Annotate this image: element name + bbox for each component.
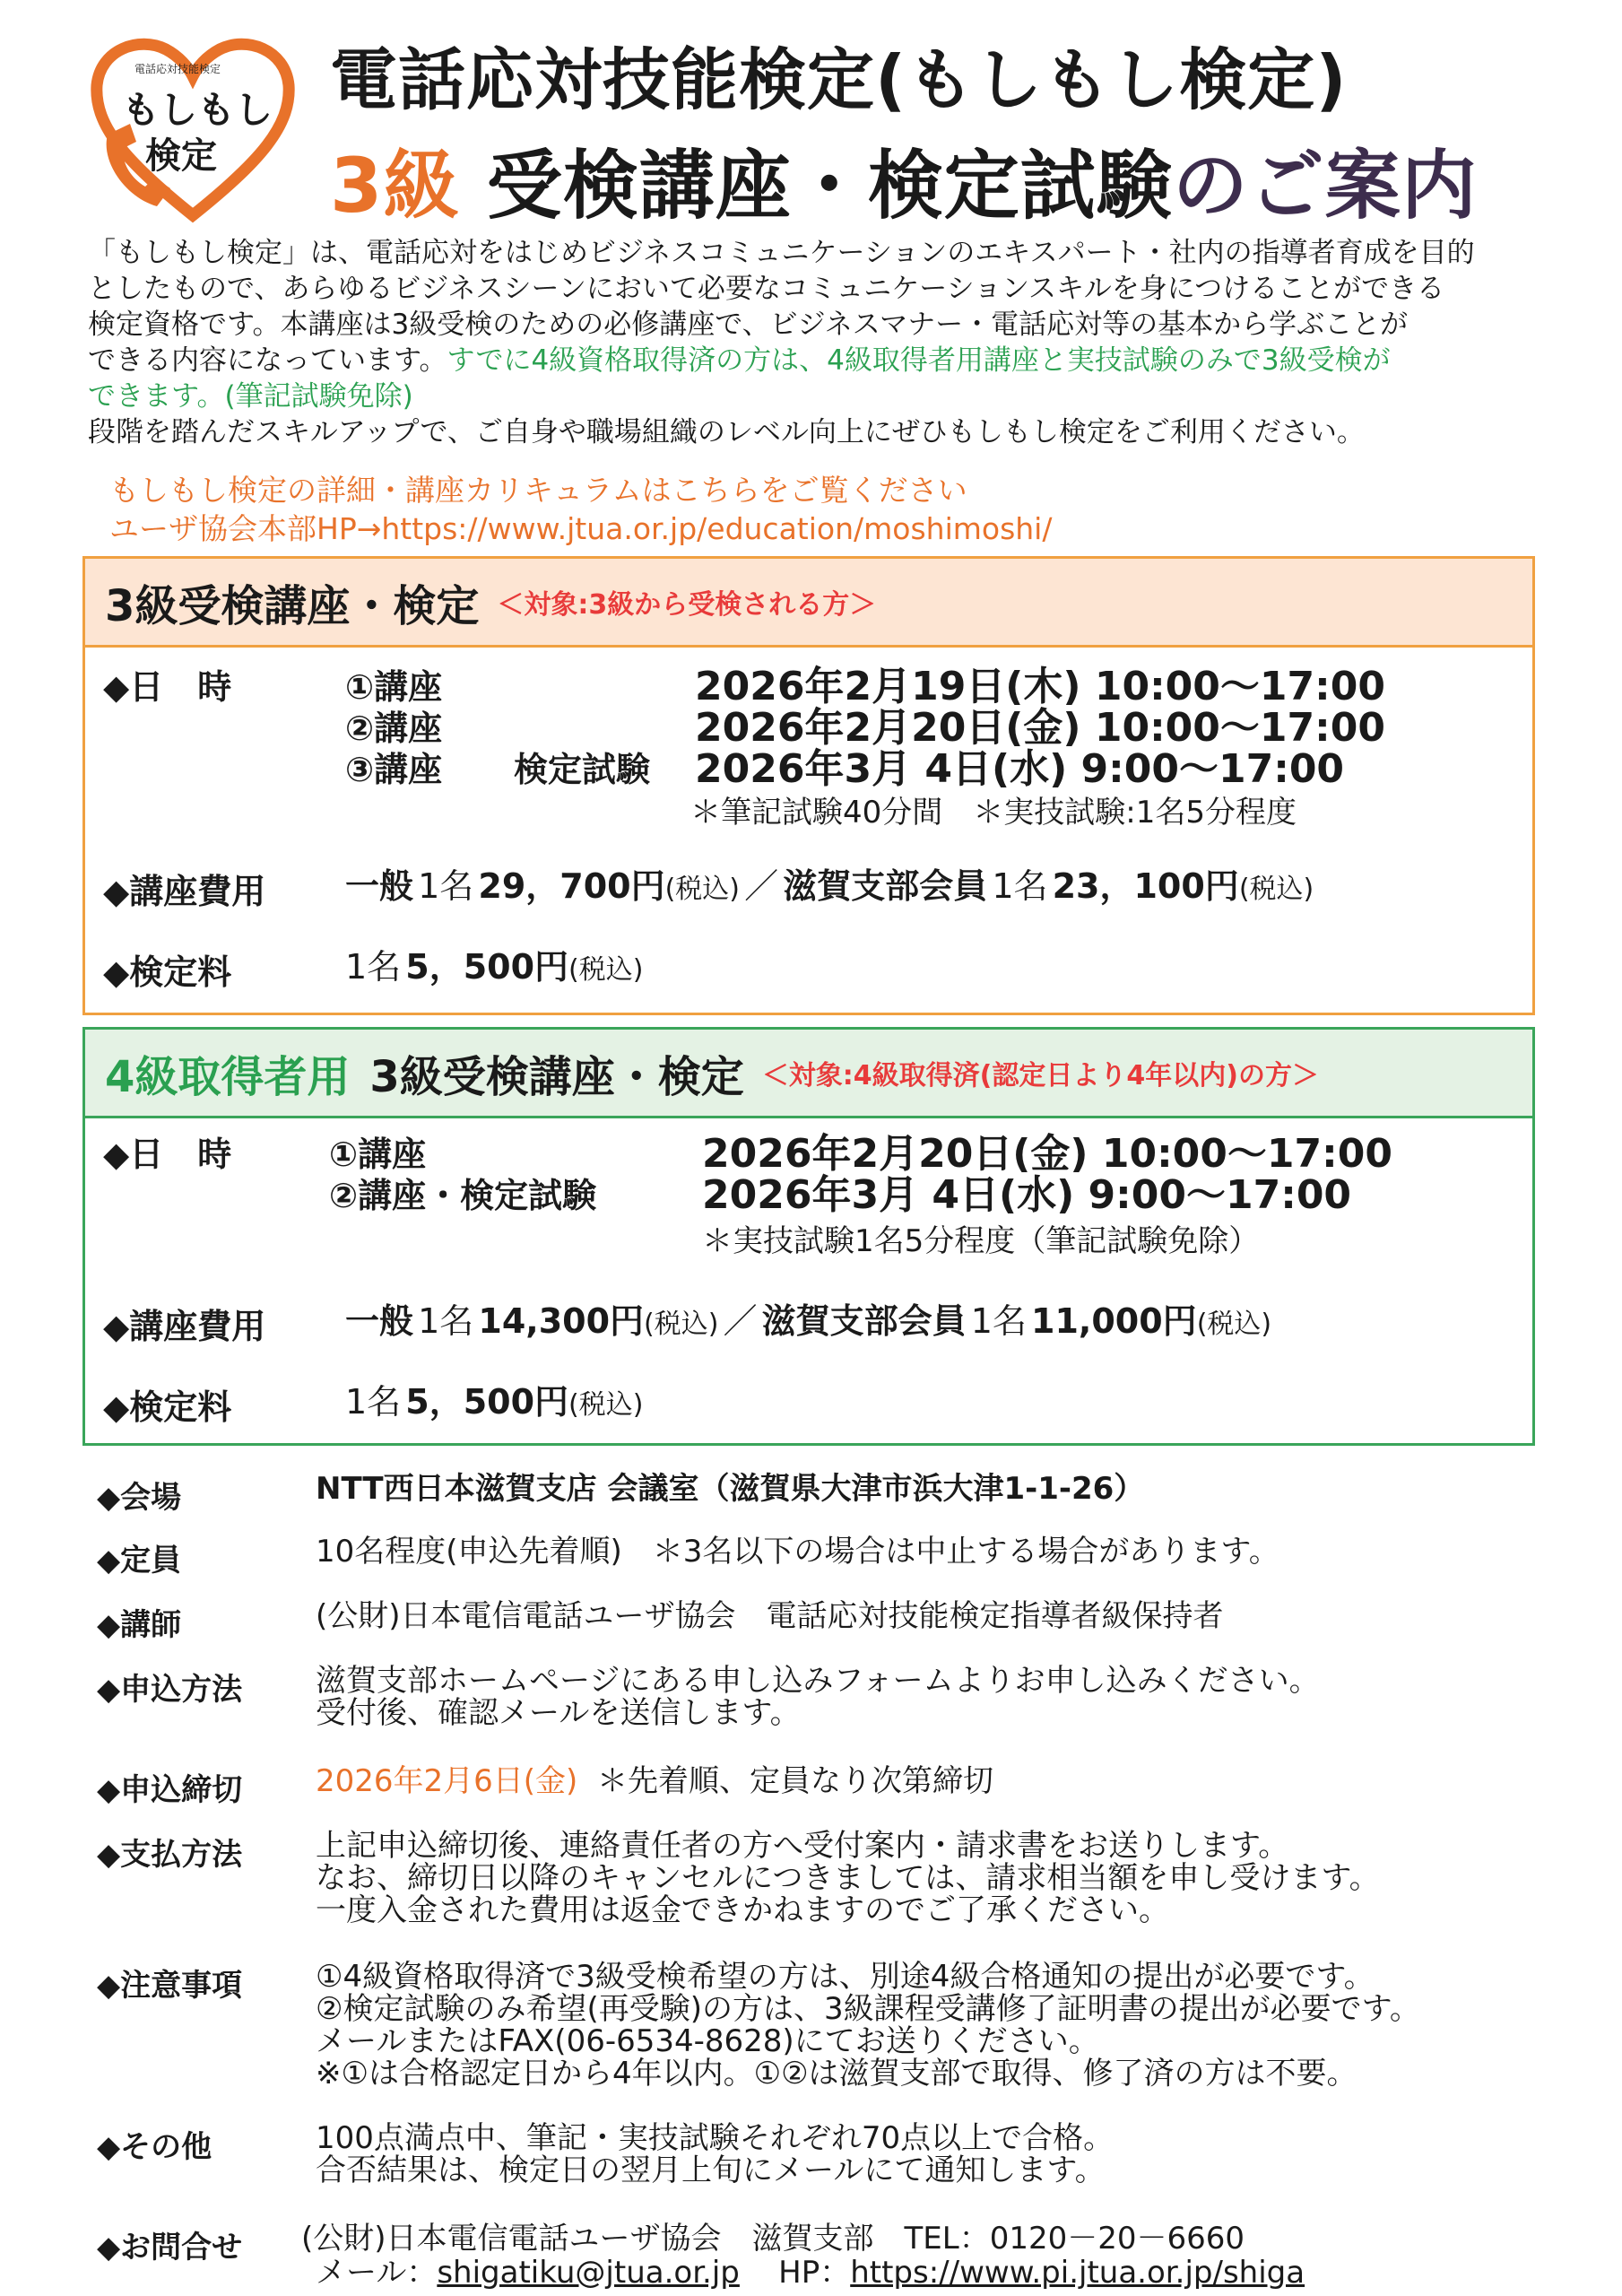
payment-line: なお、締切日以降のキャンセルにつきましては、請求相当額を申し受けます。 <box>316 1860 1380 1896</box>
exam-fee-row <box>103 1379 231 1429</box>
fee-label: ◆講座費用 <box>103 872 266 911</box>
exam-fee-amount: 5，500円 <box>405 1382 569 1422</box>
title-end: のご案内 <box>1172 142 1478 230</box>
contact-hp-link[interactable]: https://www.pi.jtua.or.jp/shiga <box>850 2255 1305 2291</box>
exam-fee-label: ◆検定料 <box>103 952 232 992</box>
intro-line: 段階を踏んだスキルアップで、ご自身や職場組織のレベル向上にぜひもしもし検定をご利用ください。 <box>88 416 1365 448</box>
fee-member-label: 滋賀支部会員 <box>761 1301 967 1341</box>
fee-member-label: 滋賀支部会員 <box>783 866 988 906</box>
page-title-line2 <box>330 126 1478 234</box>
title-level: 3級 <box>330 142 460 230</box>
exam-fee-values <box>345 1374 643 1423</box>
fee-label: ◆講座費用 <box>103 1307 266 1346</box>
exam-fee-amount: 5，500円 <box>405 947 569 987</box>
title-middle: 受検講座・検定試験 <box>486 142 1173 230</box>
level4-holder-course-title: 3級受検講座・検定 <box>369 1051 744 1102</box>
level3-course-title: 3級受検講座・検定 <box>105 580 480 631</box>
deadline-value <box>316 1765 993 1797</box>
intro-line <box>88 343 1558 378</box>
exam-fee-label: ◆検定料 <box>103 1387 232 1427</box>
moshimoshi-logo <box>90 27 296 233</box>
logo-line1: もしもし <box>122 88 273 132</box>
instructor-value: (公財)日本電信電話ユーザ協会 電話応対技能検定指導者級保持者 <box>316 1598 1224 1634</box>
details-links <box>109 471 1052 548</box>
fee-member-amount: 23，100円 <box>1052 866 1239 906</box>
level3-course-header <box>85 559 1532 648</box>
session-name: ②講座・検定試験 <box>329 1176 597 1215</box>
level3-course-target: ＜対象:3級から受検される方＞ <box>497 589 877 621</box>
deadline-date: 2026年2月6日(金) <box>316 1763 578 1799</box>
intro-line: 「もしもし検定」は、電話応対をはじめビジネスコミュニケーションのエキスパート・社内の指導者育成を目的 <box>88 237 1475 269</box>
fee-general-count: 1名 <box>418 866 474 906</box>
apply-label: ◆申込方法 <box>97 1672 243 1708</box>
intro-text <box>88 235 1558 450</box>
session-date: 2026年2月19日(木) 10:00～17:00 <box>695 664 1385 709</box>
logo-small-text: 電話応対技能検定 <box>134 63 221 75</box>
fee-member-count: 1名 <box>992 866 1048 906</box>
contact-mail-link[interactable]: shigatiku@jtua.or.jp <box>437 2255 740 2291</box>
payment-line: 一度入金された費用は返金できかねますのでご了承ください。 <box>316 1892 1169 1928</box>
tax-note: (税込) <box>644 1309 719 1340</box>
date-label: ◆日 時 <box>103 667 232 707</box>
fee-general-count: 1名 <box>418 1301 474 1341</box>
fee-row <box>103 864 265 913</box>
notes-line: メールまたはFAX(06-6534-8628)にてお送りください。 <box>316 2023 1099 2059</box>
hp-label: HP： <box>778 2255 851 2291</box>
level4-holder-course-box <box>82 1027 1535 1446</box>
apply-line: 滋賀支部ホームページにある申し込みフォームよりお申し込みください。 <box>316 1663 1320 1699</box>
other-line: 100点満点中、筆記・実技試験それぞれ70点以上で合格。 <box>316 2120 1115 2156</box>
exam-fee-count: 1名 <box>345 947 402 987</box>
session-name: ②講座 <box>345 709 443 748</box>
tax-note: (税込) <box>1238 874 1314 905</box>
fee-general-label: 一般 <box>345 1301 414 1341</box>
contact-label: ◆お問合せ <box>97 2230 243 2266</box>
fee-values <box>345 858 1314 908</box>
payment-value <box>316 1830 1380 1926</box>
payment-label: ◆支払方法 <box>97 1837 243 1873</box>
level4-holder-title: 4級取得者用 <box>105 1051 351 1102</box>
capacity-label: ◆定員 <box>97 1543 182 1578</box>
deadline-note: ＊先着順、定員なり次第締切 <box>596 1763 993 1799</box>
fee-separator: ／ <box>723 1301 758 1341</box>
details-link-caption: もしもし検定の詳細・講座カリキュラムはこちらをご覧ください <box>109 473 967 508</box>
session-date: 2026年2月20日(金) 10:00～17:00 <box>695 705 1385 751</box>
date-label: ◆日 時 <box>103 1135 232 1174</box>
other-value <box>316 2122 1114 2187</box>
notes-line: ②検定試験のみ希望(再受験)の方は、3級課程受講修了証明書の提出が必要です。 <box>316 1991 1420 2027</box>
level4-holder-course-target: ＜対象:4級取得済(認定日より4年以内)の方＞ <box>761 1060 1319 1091</box>
deadline-label: ◆申込締切 <box>97 1772 243 1808</box>
intro-line: 検定資格です。本講座は3級受検のための必修講座で、ビジネスマナー・電話応対等の基本から学ぶことが <box>88 309 1409 341</box>
session-date: 2026年2月20日(金) 10:00～17:00 <box>702 1131 1392 1177</box>
session-extra: 検定試験 <box>514 750 651 789</box>
contact-links <box>316 2257 1305 2289</box>
intro-line: としたもので、あらゆるビジネスシーンにおいて必要なコミュニケーションスキルを身につけることができる <box>88 273 1445 305</box>
session-date: 2026年3月 4日(水) 9:00～17:00 <box>695 746 1345 792</box>
notes-value <box>316 1961 1420 2090</box>
session-name: ①講座 <box>345 667 443 707</box>
contact-org: (公財)日本電信電話ユーザ協会 滋賀支部 TEL：0120－20－6660 <box>301 2221 1245 2257</box>
tax-note: (税込) <box>1196 1309 1272 1340</box>
fee-values <box>345 1293 1271 1343</box>
fee-separator: ／ <box>744 866 779 906</box>
fee-general-label: 一般 <box>345 866 414 906</box>
instructor-label: ◆講師 <box>97 1607 182 1643</box>
fee-row <box>103 1299 265 1348</box>
intro-text-segment: できる内容になっています。 <box>88 344 447 377</box>
other-line: 合否結果は、検定日の翌月上旬にメールにて通知します。 <box>316 2152 1106 2188</box>
fee-member-count: 1名 <box>970 1301 1027 1341</box>
exam-fee-values <box>345 939 643 988</box>
intro-green-text: できます。(筆記試験免除) <box>88 380 413 413</box>
session-name: ③講座 <box>345 750 443 789</box>
logo-line2: 検定 <box>145 135 217 177</box>
notes-line: ※①は合格認定日から4年以内。①②は滋賀支部で取得、修了済の方は不要。 <box>316 2056 1357 2092</box>
exam-fee-count: 1名 <box>345 1382 402 1422</box>
mail-label: メール： <box>316 2255 438 2291</box>
venue-label: ◆会場 <box>97 1480 182 1516</box>
payment-line: 上記申込締切後、連絡責任者の方へ受付案内・請求書をお送りします。 <box>316 1828 1289 1864</box>
exam-fee-row <box>103 944 231 994</box>
exam-note: ＊筆記試験40分間 ＊実技試験:1名5分程度 <box>690 795 1297 831</box>
other-label: ◆その他 <box>97 2129 213 2165</box>
apply-line: 受付後、確認メールを送信します。 <box>316 1695 801 1731</box>
details-link-url[interactable]: ユーザ協会本部HP→https://www.jtua.or.jp/education/moshimoshi/ <box>109 511 1053 546</box>
fee-general-amount: 29，700円 <box>478 866 665 906</box>
fee-general-amount: 14,300円 <box>478 1301 645 1341</box>
session-date: 2026年3月 4日(水) 9:00～17:00 <box>702 1172 1352 1218</box>
level3-course-box <box>82 556 1535 1015</box>
fee-member-amount: 11,000円 <box>1031 1301 1197 1341</box>
session-name: ①講座 <box>329 1135 427 1174</box>
tax-note: (税込) <box>664 874 741 905</box>
level4-holder-course-header <box>85 1030 1532 1118</box>
intro-green-text: すでに4級資格取得済の方は、4級取得者用講座と実技試験のみで3級受検が <box>447 344 1391 377</box>
capacity-value: 10名程度(申込先着順) ＊3名以下の場合は中止する場合があります。 <box>316 1534 1279 1570</box>
tax-note: (税込) <box>568 954 644 986</box>
venue-value: NTT西日本滋賀支店 会議室（滋賀県大津市浜大津1-1-26） <box>316 1471 1145 1507</box>
page-title-line1: 電話応対技能検定(もしもし検定) <box>330 40 1348 119</box>
notes-label: ◆注意事項 <box>97 1968 243 2004</box>
notes-line: ①4級資格取得済で3級受検希望の方は、別途4級合格通知の提出が必要です。 <box>316 1959 1375 1995</box>
exam-note: ＊実技試験1名5分程度（筆記試験免除） <box>702 1223 1260 1259</box>
apply-value <box>316 1665 1320 1729</box>
tax-note: (税込) <box>568 1389 644 1421</box>
